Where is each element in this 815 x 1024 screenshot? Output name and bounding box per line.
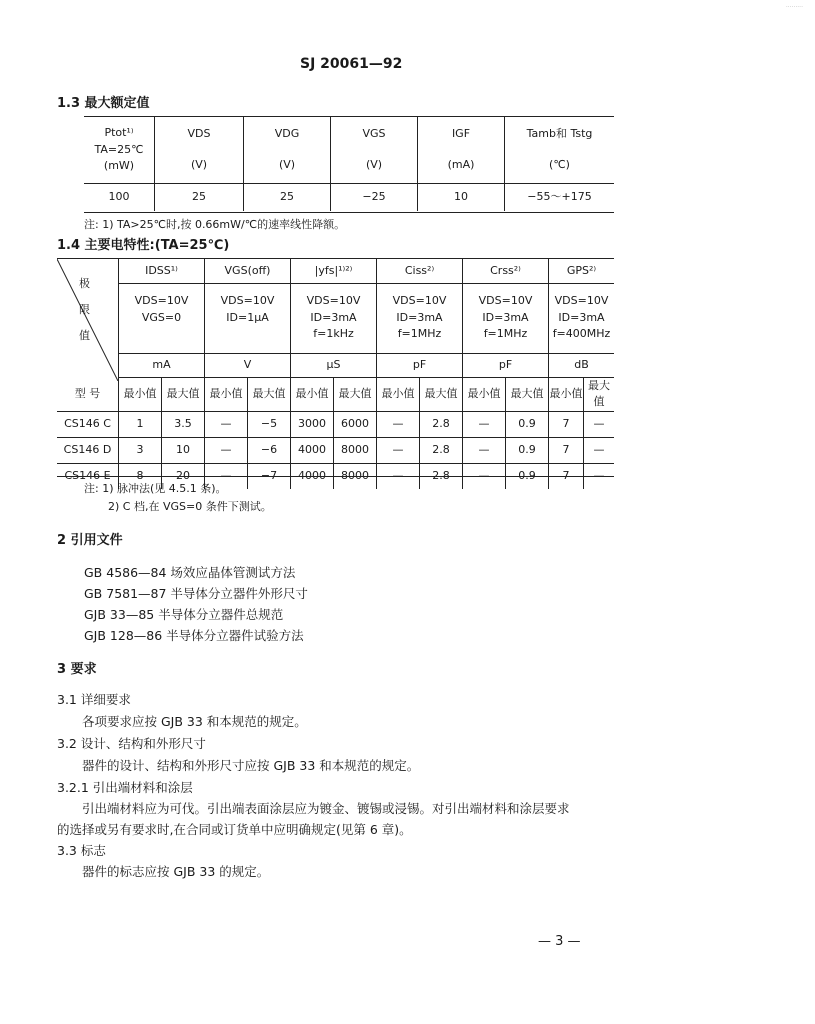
- value-cell: 3: [119, 437, 162, 463]
- cond-crss: VDS=10V ID=3mA f=1MHz: [463, 283, 549, 353]
- value-cell: —: [584, 411, 615, 437]
- header-vds: VDS (V): [155, 117, 244, 183]
- value-cell: —: [377, 463, 420, 489]
- corner-label-2: 限: [79, 303, 90, 316]
- value-ptot: 100: [84, 183, 155, 211]
- section-3-2-1-text-1: 引出端材料应为可伐。引出端表面涂层应为镀金、镀锡或浸锡。对引出端材料和涂层要求: [82, 801, 570, 816]
- section-3-2-1-heading: 3.2.1 引出端材料和涂层: [57, 780, 193, 795]
- value-cell: 6000: [334, 411, 377, 437]
- value-cell: 2.8: [420, 437, 463, 463]
- unit-idss: mA: [119, 353, 205, 377]
- min-label: 最小值: [119, 377, 162, 411]
- value-cell: 7: [549, 437, 584, 463]
- max-label: 最大值: [584, 377, 615, 411]
- electrical-note-1: 注: 1) 脉冲法(见 4.5.1 条)。: [84, 482, 227, 495]
- min-label: 最小值: [205, 377, 248, 411]
- corner-cell: [57, 259, 119, 377]
- value-cell: 8000: [334, 437, 377, 463]
- value-cell: 2.8: [420, 411, 463, 437]
- value-cell: 0.9: [506, 463, 549, 489]
- param-idss: IDSS¹⁾: [119, 259, 205, 283]
- unit-ciss: pF: [377, 353, 463, 377]
- value-vdg: 25: [244, 183, 331, 211]
- electrical-characteristics-table: [57, 259, 614, 489]
- param-gps: GPS²⁾: [549, 259, 615, 283]
- model-cell: CS146 E: [57, 463, 119, 489]
- value-cell: —: [463, 463, 506, 489]
- reference-item: GJB 33—85 半导体分立器件总规范: [84, 607, 284, 622]
- table-row: [57, 411, 614, 437]
- min-label: 最小值: [463, 377, 506, 411]
- min-label: 最小值: [377, 377, 420, 411]
- section-3-heading: 3 要求: [57, 662, 97, 677]
- header-vdg: VDG (V): [244, 117, 331, 183]
- min-label: 最小值: [291, 377, 334, 411]
- corner-label-3: 值: [79, 329, 90, 342]
- value-cell: 10: [162, 437, 205, 463]
- value-cell: −5: [248, 411, 291, 437]
- unit-vgsoff: V: [205, 353, 291, 377]
- param-vgsoff: VGS(off): [205, 259, 291, 283]
- value-igf: 10: [418, 183, 505, 211]
- value-cell: 4000: [291, 463, 334, 489]
- value-cell: 7: [549, 463, 584, 489]
- header-vgs: VGS (V): [331, 117, 418, 183]
- header-ptot: Ptot¹⁾ TA=25℃ (mW): [84, 117, 155, 183]
- page-number: — 3 —: [538, 934, 581, 949]
- max-label: 最大值: [506, 377, 549, 411]
- value-cell: —: [205, 463, 248, 489]
- section-3-1-text: 各项要求应按 GJB 33 和本规范的规定。: [82, 714, 307, 729]
- max-label: 最大值: [248, 377, 291, 411]
- cond-ciss: VDS=10V ID=3mA f=1MHz: [377, 283, 463, 353]
- max-ratings-note: 注: 1) TA>25℃时,按 0.66mW/℃的速率线性降额。: [84, 218, 346, 231]
- reference-item: GB 7581—87 半导体分立器件外形尺寸: [84, 586, 308, 601]
- unit-yfs: μS: [291, 353, 377, 377]
- value-cell: —: [593, 469, 605, 482]
- cond-gps: VDS=10V ID=3mA f=400MHz: [549, 283, 615, 353]
- section-1-4-heading: 1.4 主要电特性:(TA=25℃): [57, 238, 230, 253]
- section-3-2-heading: 3.2 设计、结构和外形尺寸: [57, 736, 206, 751]
- value-cell: −7: [248, 463, 291, 489]
- model-cell: CS146 D: [57, 437, 119, 463]
- value-vgs: −25: [331, 183, 418, 211]
- value-temp: −55～+175: [527, 190, 592, 203]
- header-temp: Tamb和 Tstg (℃): [505, 117, 615, 183]
- max-ratings-table: [84, 117, 614, 211]
- value-cell: —: [463, 411, 506, 437]
- param-crss: Crss²⁾: [463, 259, 549, 283]
- value-cell: 2.8: [420, 463, 463, 489]
- model-cell: CS146 C: [57, 411, 119, 437]
- electrical-note-2: 2) C 档,在 VGS=0 条件下测试。: [108, 500, 272, 513]
- cond-yfs: VDS=10V ID=3mA f=1kHz: [291, 283, 377, 353]
- value-cell: —: [584, 437, 615, 463]
- value-vds: 25: [155, 183, 244, 211]
- value-cell: —: [205, 437, 248, 463]
- unit-crss: pF: [463, 353, 549, 377]
- unit-gps: dB: [549, 353, 615, 377]
- max-label: 最大值: [334, 377, 377, 411]
- value-cell: —: [463, 437, 506, 463]
- value-cell: 8: [119, 463, 162, 489]
- section-3-3-text: 器件的标志应按 GJB 33 的规定。: [82, 864, 270, 879]
- value-cell: 0.9: [506, 411, 549, 437]
- section-3-3-heading: 3.3 标志: [57, 843, 106, 858]
- value-cell: −6: [248, 437, 291, 463]
- max-label: 最大值: [420, 377, 463, 411]
- reference-item: GJB 128—86 半导体分立器件试验方法: [84, 628, 304, 643]
- value-cell: 1: [119, 411, 162, 437]
- corner-label-1: 极: [79, 277, 90, 290]
- value-cell: 3000: [291, 411, 334, 437]
- section-2-heading: 2 引用文件: [57, 533, 123, 548]
- value-cell: 20: [162, 463, 205, 489]
- reference-item: GB 4586—84 场效应晶体管测试方法: [84, 565, 296, 580]
- value-cell: —: [205, 411, 248, 437]
- value-cell: 3.5: [162, 411, 205, 437]
- doc-number: SJ 20061—92: [300, 56, 403, 72]
- section-3-1-heading: 3.1 详细要求: [57, 692, 131, 707]
- table-rule: [57, 476, 614, 477]
- value-cell: 8000: [334, 463, 377, 489]
- section-1-3-heading: 1.3 最大额定值: [57, 96, 150, 111]
- value-cell: 7: [549, 411, 584, 437]
- max-label: 最大值: [162, 377, 205, 411]
- cond-vgsoff: VDS=10V ID=1μA: [205, 283, 291, 353]
- model-header: 型 号: [57, 377, 119, 411]
- value-cell: 4000: [291, 437, 334, 463]
- header-igf: IGF (mA): [418, 117, 505, 183]
- min-label: 最小值: [549, 377, 584, 411]
- param-ciss: Ciss²⁾: [377, 259, 463, 283]
- corner-text: ·········: [785, 4, 803, 11]
- table-row: [57, 437, 614, 463]
- value-cell: 0.9: [506, 437, 549, 463]
- param-yfs: |yfs|¹⁾²⁾: [291, 259, 377, 283]
- cond-idss: VDS=10V VGS=0: [119, 283, 205, 353]
- section-3-2-1-text-2: 的选择或另有要求时,在合同或订货单中应明确规定(见第 6 章)。: [57, 822, 412, 837]
- table-rule: [84, 212, 614, 213]
- section-3-2-text: 器件的设计、结构和外形尺寸应按 GJB 33 和本规范的规定。: [82, 758, 420, 773]
- value-cell: —: [377, 437, 420, 463]
- value-cell: —: [377, 411, 420, 437]
